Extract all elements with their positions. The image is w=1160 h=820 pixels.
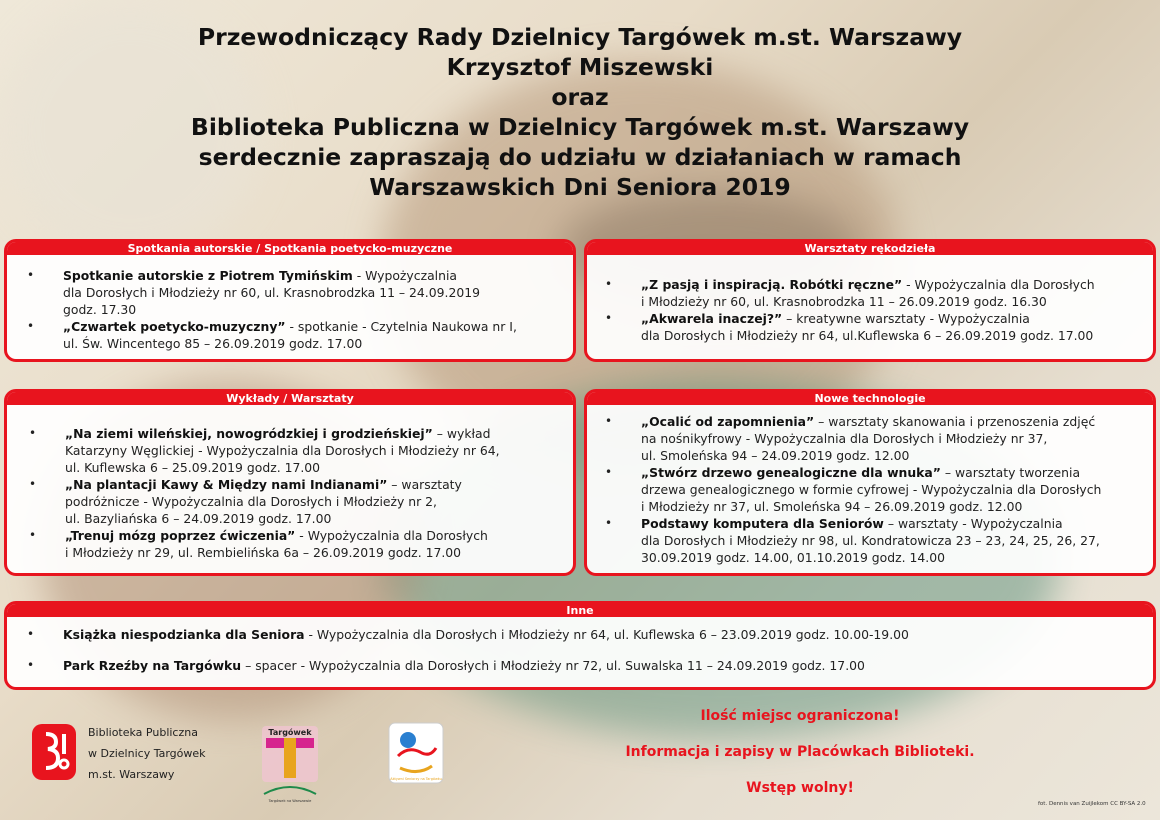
page-header [0, 22, 1160, 202]
list-item [27, 657, 1153, 674]
targowek-logo-motto: Targówek na Warszawie [268, 799, 312, 803]
item-text: – warsztaty tworzenia [940, 465, 1081, 480]
item-text: - Wypożyczalnia dla Dorosłych i Młodzieży nr 64, ul. Kuflewska 6 – 23.09.2019 godz. 10.00-19.00 [304, 627, 909, 642]
bullet-icon: • [605, 516, 613, 530]
item-text: – kreatywne warsztaty - Wypożyczalnia [782, 311, 1030, 326]
item-text: i Młodzieży nr 29, ul. Rembielińska 6a – 26.09.2019 godz. 17.00 [65, 545, 462, 560]
item-text: na nośnikyfrowy - Wypożyczalnia dla Dorosłych i Młodzieży nr 37, [641, 431, 1048, 446]
bullet-icon: • [29, 477, 37, 491]
header-line: oraz [551, 83, 609, 111]
bullet-icon: • [27, 268, 35, 282]
item-text: - Wypożyczalnia [352, 268, 458, 283]
list-item [605, 310, 1153, 344]
bullet-icon: • [605, 311, 613, 325]
header-line: Warszawskich Dni Seniora 2019 [369, 173, 791, 201]
list-item [605, 276, 1153, 310]
section-lectures [4, 389, 576, 576]
item-title: „Z pasją i inspiracją. Robótki ręczne” [641, 277, 903, 292]
item-text: – spacer - Wypożyczalnia dla Dorosłych i Młodzieży nr 72, ul. Suwalska 11 – 24.09.2019 godz. 17.00 [241, 658, 865, 673]
list-item [27, 267, 573, 318]
bullet-icon: • [605, 277, 613, 291]
item-text: Katarzyny Węglickiej - Wypożyczalnia dla Dorosłych i Młodzieży nr 64, [65, 443, 500, 458]
item-title: „Na plantacji Kawy & Między nami Indianami” [65, 477, 388, 492]
list-item [27, 626, 1153, 643]
item-text: – warsztaty skanowania i przenoszenia zdjęć [814, 414, 1096, 429]
item-text: – wykład [432, 426, 491, 441]
library-name-line: w Dzielnicy Targówek [88, 747, 206, 760]
bullet-icon: • [29, 426, 37, 440]
section-new-technologies [584, 389, 1156, 576]
section-author-meetings [4, 239, 576, 362]
section-title: Spotkania autorskie / Spotkania poetycko-muzyczne [7, 242, 573, 255]
photo-credit: fot. Dennis van Zuijlekom CC BY-SA 2.0 [1038, 801, 1146, 807]
item-text: dla Dorosłych i Młodzieży nr 98, ul. Kondratowicza 23 – 23, 24, 25, 26, 27, [641, 533, 1100, 548]
library-logo-icon [32, 724, 76, 780]
seniors-logo-icon [388, 722, 444, 784]
item-title: „Ocalić od zapomnienia” [641, 414, 815, 429]
item-text: – warsztaty [387, 477, 462, 492]
section-title: Warsztaty rękodzieła [587, 242, 1153, 255]
item-text: i Młodzieży nr 37, ul. Smoleńska 94 – 26.09.2019 godz. 12.00 [641, 499, 1023, 514]
targowek-logo-label: Targówek [268, 728, 312, 737]
list-item [27, 318, 573, 352]
item-text: ul. Smoleńska 94 – 24.09.2019 godz. 12.00 [641, 448, 910, 463]
bullet-icon: • [27, 319, 35, 333]
item-text: 30.09.2019 godz. 14.00, 01.10.2019 godz. 14.00 [641, 550, 945, 565]
bullet-icon: • [27, 627, 35, 641]
section-title: Nowe technologie [587, 392, 1153, 405]
bullet-icon: • [27, 658, 35, 672]
header-line: serdecznie zapraszają do udziału w działaniach w ramach [198, 143, 962, 171]
item-title: „Stwórz drzewo genealogiczne dla wnuka” [641, 465, 941, 480]
item-text: dla Dorosłych i Młodzieży nr 60, ul. Krasnobrodzka 11 – 24.09.2019 [63, 285, 480, 300]
item-text: dla Dorosłych i Młodzieży nr 64, ul.Kuflewska 6 – 26.09.2019 godz. 17.00 [641, 328, 1094, 343]
item-text: ul. Kuflewska 6 – 25.09.2019 godz. 17.00 [65, 460, 321, 475]
section-title: Inne [7, 604, 1153, 617]
item-title: Park Rzeźby na Targówku [63, 658, 242, 673]
list-item [605, 413, 1153, 464]
section-other [4, 601, 1156, 690]
section-title: Wykłady / Warsztaty [7, 392, 573, 405]
item-text: i Młodzieży nr 60, ul. Krasnobrodzka 11 – 26.09.2019 godz. 16.30 [641, 294, 1047, 309]
list-item [29, 425, 573, 476]
item-text: podróżnicze - Wypożyczalnia dla Dorosłych i Młodzieży nr 2, [65, 494, 437, 509]
bullet-icon: • [605, 465, 613, 479]
library-name-line: Biblioteka Publiczna [88, 726, 198, 739]
item-text: – warsztaty - Wypożyczalnia [883, 516, 1063, 531]
section-craft-workshops [584, 239, 1156, 362]
list-item [29, 527, 573, 561]
note-limited-seats: Ilość miejsc ograniczona! [700, 708, 900, 724]
item-text: ul. Św. Wincentego 85 – 26.09.2019 godz. 17.00 [63, 336, 363, 351]
item-title: Książka niespodzianka dla Seniora [63, 627, 305, 642]
item-text: - Wypożyczalnia dla Dorosłych [902, 277, 1095, 292]
list-item [605, 464, 1153, 515]
seniors-logo-label: Aktywni Seniorzy na Targówku [390, 777, 442, 781]
note-registration-info: Informacja i zapisy w Placówkach Biblioteki. [625, 744, 975, 760]
header-line: Przewodniczący Rady Dzielnicy Targówek m.st. Warszawy [197, 23, 963, 51]
item-text: - spotkanie - Czytelnia Naukowa nr I, [285, 319, 517, 334]
item-title: „Na ziemi wileńskiej, nowogródzkiej i grodzieńskiej” [65, 426, 433, 441]
list-item [29, 476, 573, 527]
item-title: Spotkanie autorskie z Piotrem Tymińskim [63, 268, 353, 283]
event-notes [560, 706, 1040, 814]
item-title: „Czwartek poetycko-muzyczny” [63, 319, 286, 334]
header-line: Biblioteka Publiczna w Dzielnicy Targówek m.st. Warszawy [190, 113, 970, 141]
header-line: Krzysztof Miszewski [446, 53, 714, 81]
targowek-logo-icon [258, 720, 322, 804]
list-item [605, 515, 1153, 566]
item-text: - Wypożyczalnia dla Dorosłych [295, 528, 488, 543]
item-title: Podstawy komputera dla Seniorów [641, 516, 884, 531]
bullet-icon: • [605, 414, 613, 428]
note-free-entry: Wstęp wolny! [746, 780, 854, 796]
item-text: ul. Bazyliańska 6 – 24.09.2019 godz. 17.00 [65, 511, 332, 526]
bullet-icon: • [29, 528, 37, 542]
item-title: „Akwarela inaczej?” [641, 311, 783, 326]
library-name-line: m.st. Warszawy [88, 768, 175, 781]
item-text: godz. 17.30 [63, 302, 137, 317]
item-text: drzewa genealogicznego w formie cyfrowej - Wypożyczalnia dla Dorosłych [641, 482, 1102, 497]
item-title: „Trenuj mózg poprzez ćwiczenia” [65, 528, 296, 543]
